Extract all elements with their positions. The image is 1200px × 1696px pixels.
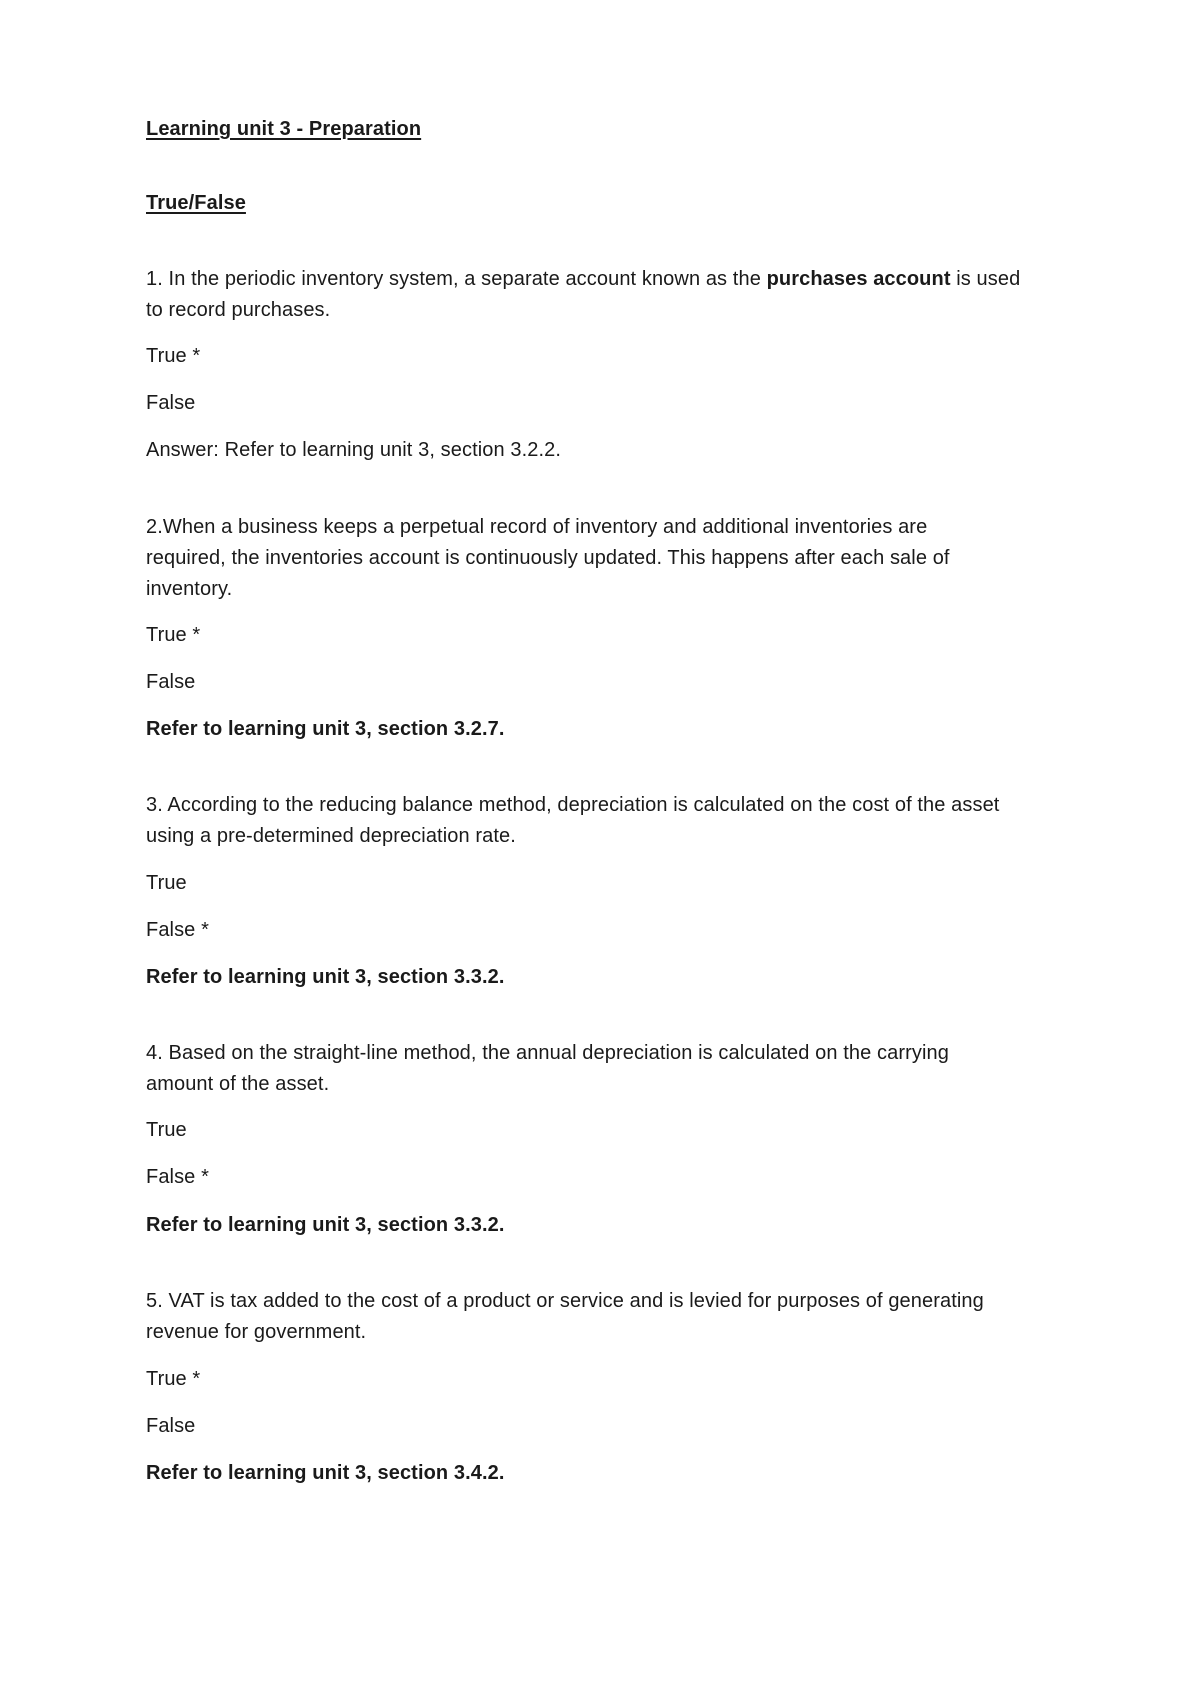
question-5-option-true: True * [146, 1368, 201, 1390]
section-heading: True/False [146, 192, 246, 214]
question-1-bold-term: purchases account [766, 268, 951, 290]
question-1-reference: Answer: Refer to learning unit 3, section 3.2.2. [146, 439, 562, 461]
question-3-option-false: False * [146, 919, 209, 941]
document-title: Learning unit 3 - Preparation [146, 118, 422, 140]
question-4-line-2: amount of the asset. [146, 1073, 330, 1095]
question-2-line-3: inventory. [146, 578, 233, 600]
question-1-line-1: 1. In the periodic inventory system, a separate account known as the purchases account is used [146, 268, 1021, 290]
question-2-line-2: required, the inventories account is continuously updated. This happens after each sale of [146, 547, 950, 569]
question-1-option-false: False [146, 392, 196, 414]
question-2-reference: Refer to learning unit 3, section 3.2.7. [146, 718, 505, 740]
question-4-option-true: True [146, 1119, 187, 1141]
question-4-option-false: False * [146, 1166, 209, 1188]
question-5-line-1: 5. VAT is tax added to the cost of a product or service and is levied for purposes of generating [146, 1290, 984, 1312]
question-5-line-2: revenue for government. [146, 1321, 367, 1343]
question-3-reference: Refer to learning unit 3, section 3.3.2. [146, 966, 505, 988]
question-3-option-true: True [146, 872, 187, 894]
question-5-reference: Refer to learning unit 3, section 3.4.2. [146, 1462, 505, 1484]
question-2-line-1: 2.When a business keeps a perpetual record of inventory and additional inventories are [146, 516, 928, 538]
question-5-option-false: False [146, 1415, 196, 1437]
question-3-line-2: using a pre-determined depreciation rate. [146, 825, 516, 847]
question-3-line-1: 3. According to the reducing balance method, depreciation is calculated on the cost of the asset [146, 794, 1000, 816]
question-1-line-2: to record purchases. [146, 299, 331, 321]
question-2-option-true: True * [146, 624, 201, 646]
question-4-reference: Refer to learning unit 3, section 3.3.2. [146, 1214, 505, 1236]
question-1-option-true: True * [146, 345, 201, 367]
question-2-option-false: False [146, 671, 196, 693]
question-4-line-1: 4. Based on the straight-line method, the annual depreciation is calculated on the carrying [146, 1042, 949, 1064]
